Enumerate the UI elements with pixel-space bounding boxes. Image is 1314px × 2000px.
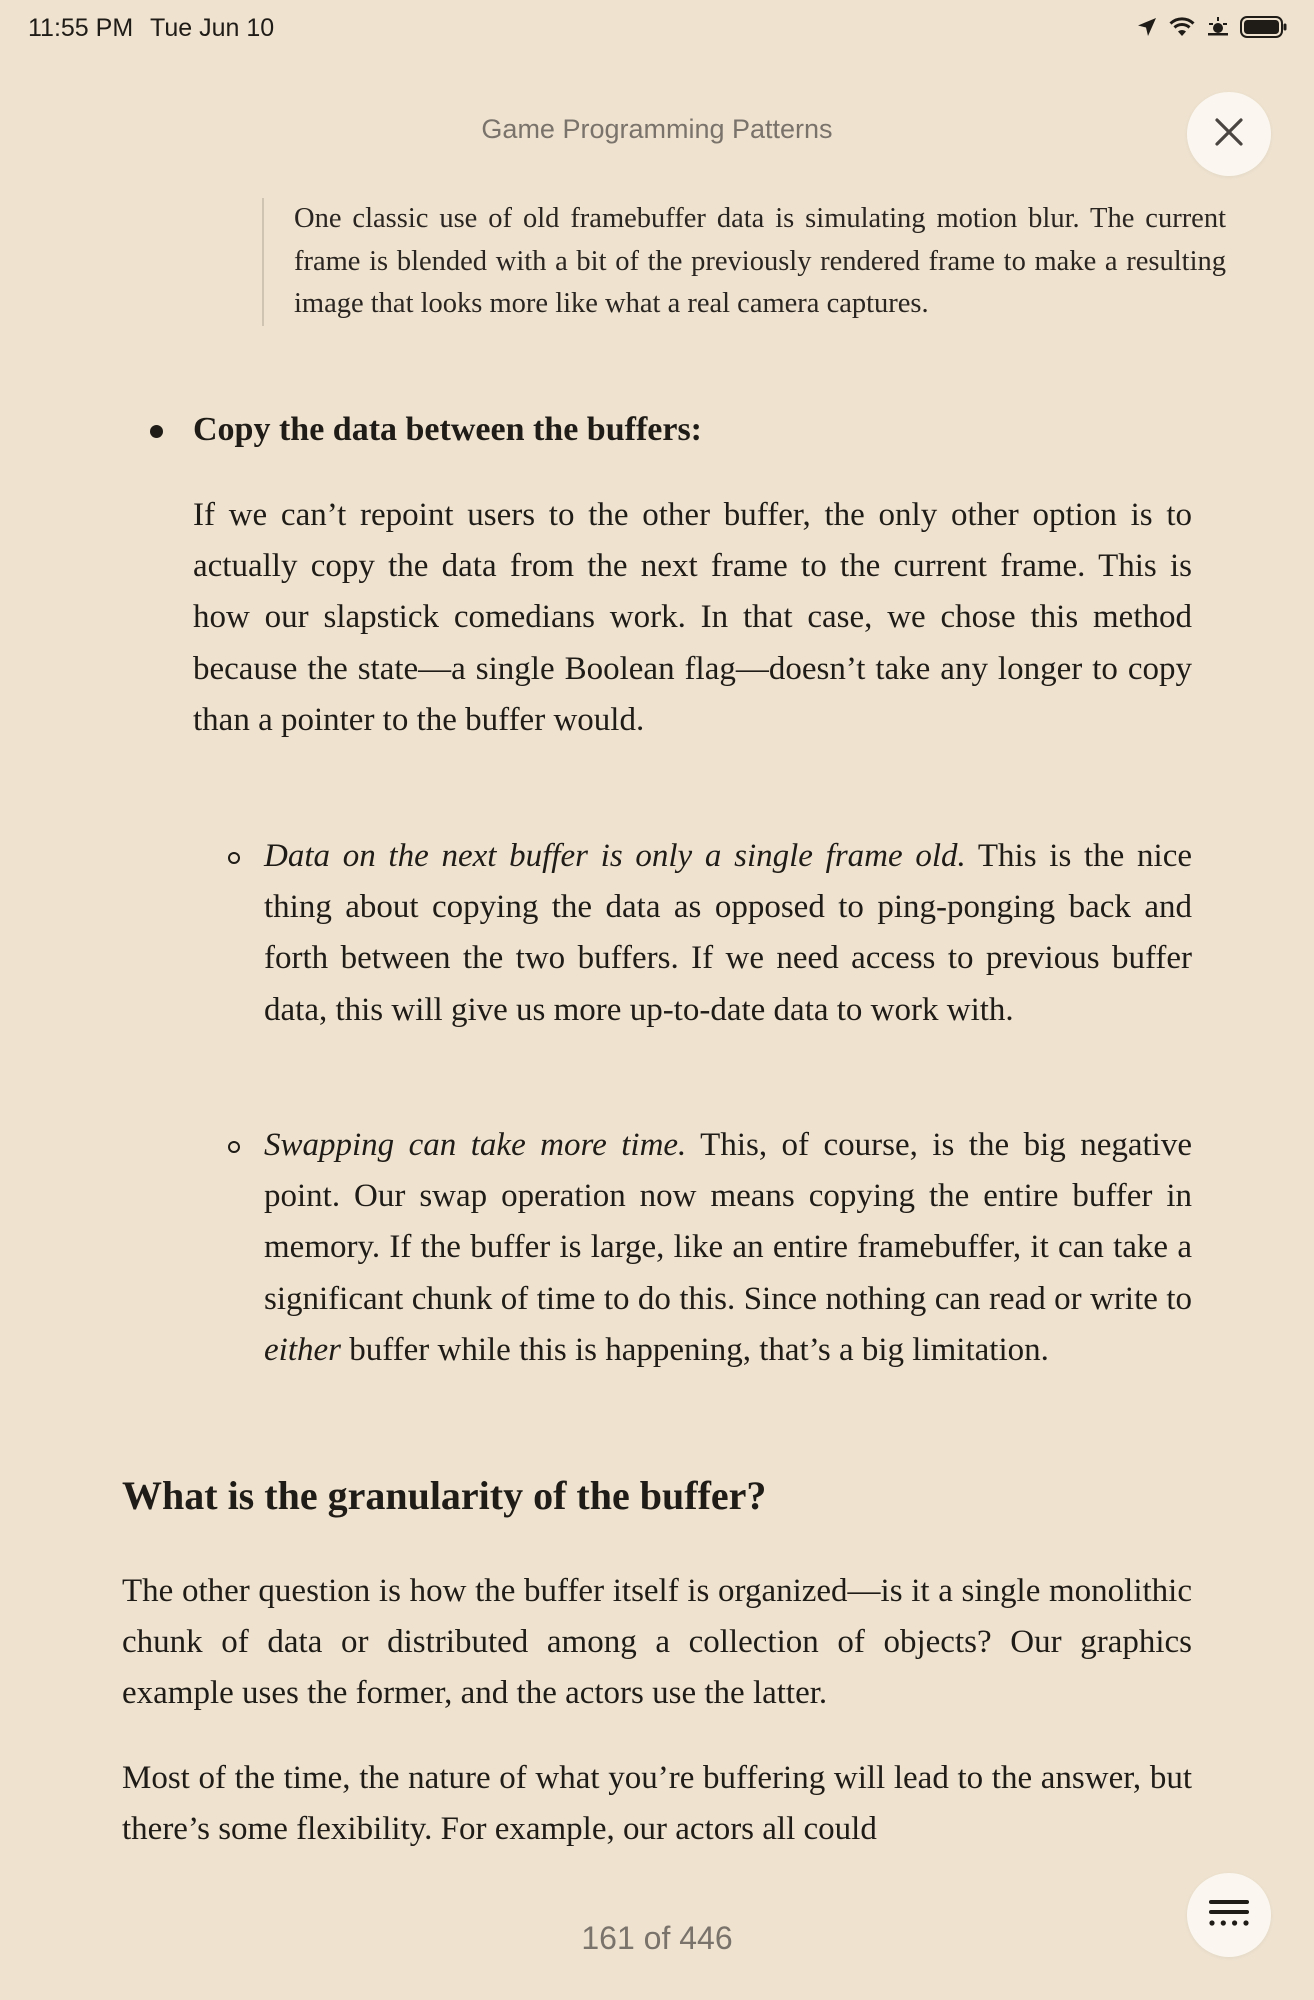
book-title: Game Programming Patterns (481, 114, 833, 144)
sub-item-text: This is the nice thing about copying the data as opposed to ping-ponging back and forth between the two buffers. If we need access to previous buffer data, this will give us more up-to-date data to work with. (264, 838, 1192, 1028)
sub-item-text: This, of course, is the big negative point. Our swap operation now means copying the entire buffer in memory. If the buffer is large, like an entire framebuffer, it can take a significant chunk of time to do this. Since nothing can read or write to (264, 1127, 1192, 1317)
bullet-dot (150, 425, 163, 438)
sub-item-text: buffer while this is happening, that’s a big limitation. (340, 1331, 1049, 1368)
status-date: Tue Jun 10 (150, 14, 275, 42)
reader-menu-icon (1208, 1896, 1250, 1935)
sub-item-lead: Data on the next buffer is only a single frame old. (264, 838, 966, 874)
sub-bullet-circle (228, 1141, 240, 1153)
sub-bullet-circle (228, 852, 240, 864)
bullet-heading-text: Copy the data between the buffers: (193, 411, 703, 448)
bullet-heading (150, 404, 702, 456)
reader-menu-button[interactable] (1187, 1873, 1271, 1957)
section-heading: What is the granularity of the buffer? (122, 1473, 767, 1518)
body-paragraph: Most of the time, the nature of what you’re buffering will lead to the answer, but there’s some flexibility. For example, our actors all could (122, 1760, 1192, 1848)
blockquote: One classic use of old framebuffer data is simulating motion blur. The current frame is blended with a bit of the previously rendered frame to make a resulting image that looks more like what a real camera captures. (262, 198, 1226, 326)
status-time: 11:55 PM (28, 14, 134, 42)
sub-item-lead: Swapping can take more time. (264, 1127, 687, 1163)
sub-list-item (264, 831, 1192, 1036)
sub-list-item (264, 1120, 1192, 1376)
bullet-paragraph: If we can’t repoint users to the other buffer, the only other option is to actually copy the data from the next frame to the current frame. This is how our slapstick comedians work. In that case, we chose this method because the state—a single Boolean flag—doesn’t take any longer to copy than a pointer to the buffer would. (193, 497, 1192, 738)
sub-item-emphasis: either (264, 1331, 341, 1368)
body-paragraph: The other question is how the buffer itself is organized—is it a single monolithic chunk of data or distributed among a collection of objects? Our graphics example uses the former, and the actors use the latter. (122, 1573, 1192, 1712)
page-indicator: 161 of 446 (581, 1920, 733, 1956)
